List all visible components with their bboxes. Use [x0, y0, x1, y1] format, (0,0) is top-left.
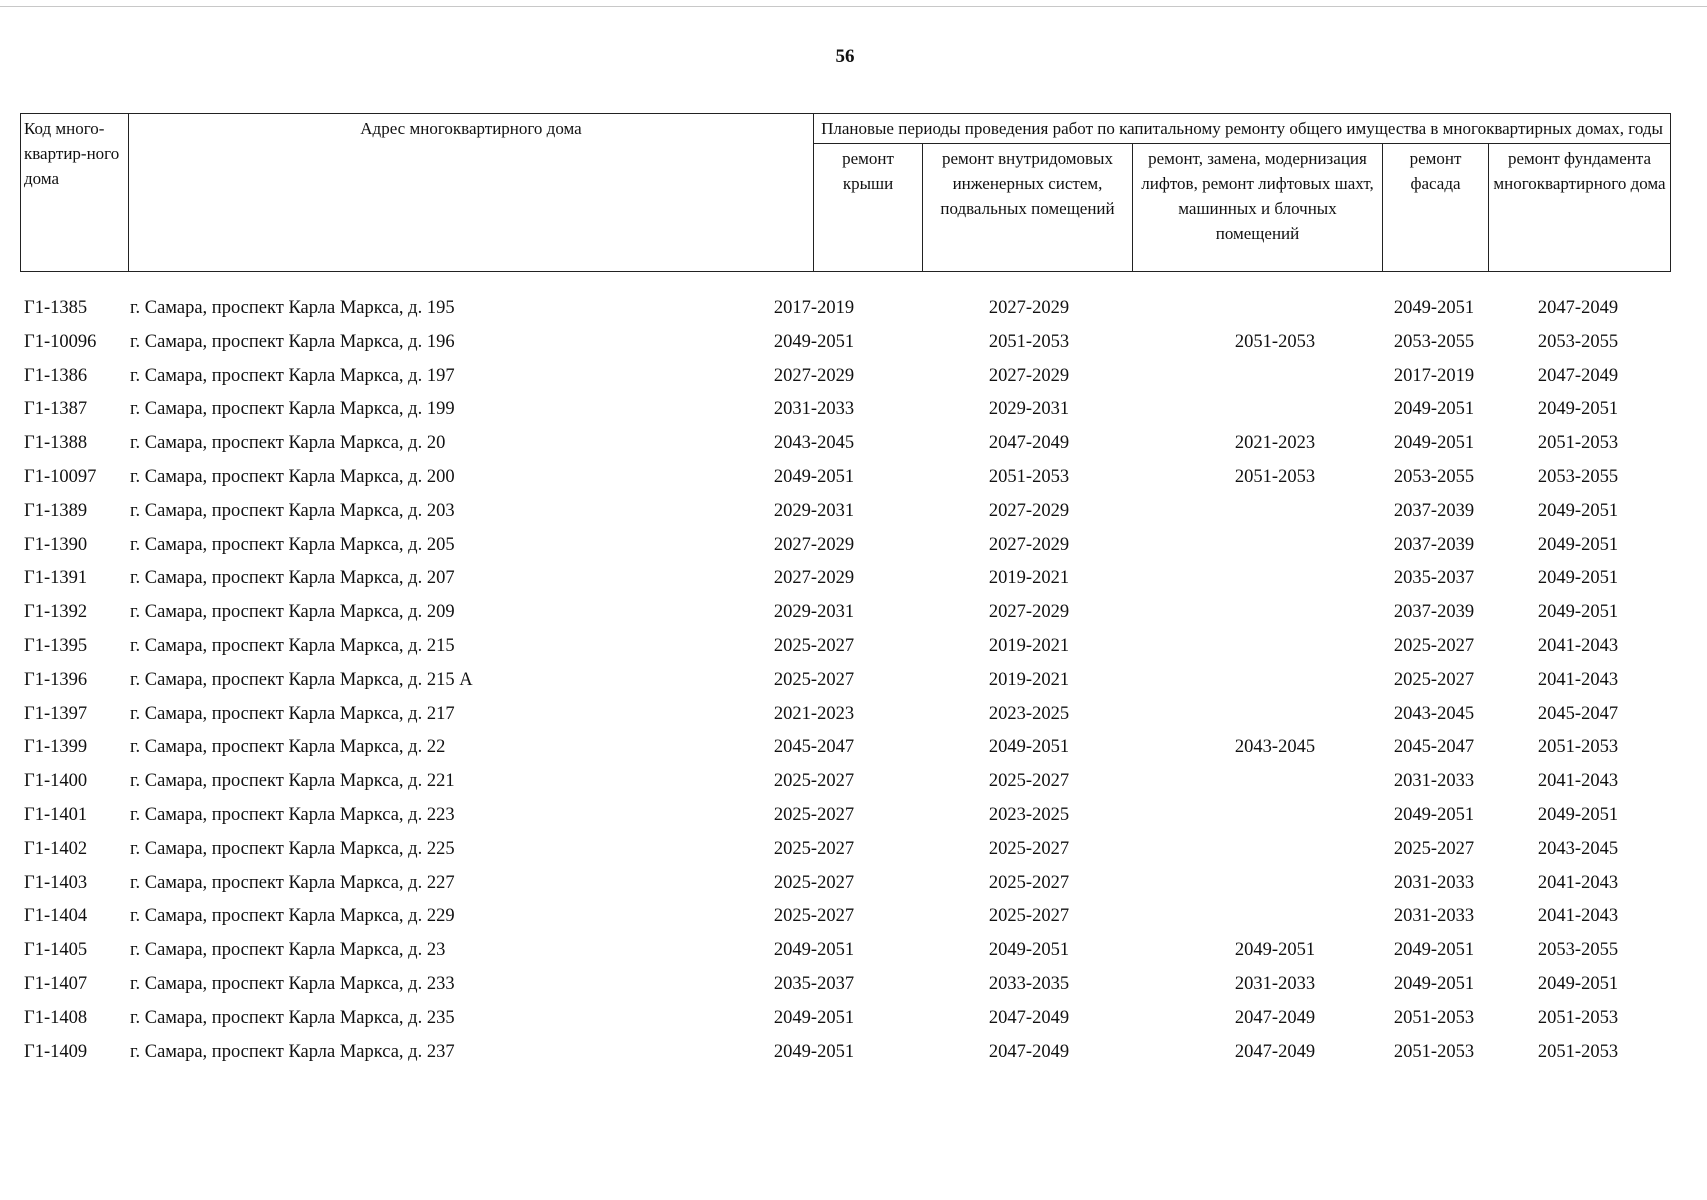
cell-engineering-text: 2049-2051: [988, 737, 1070, 758]
header-elevators: ремонт, замена, модернизация лифтов, ремонт лифтовых шахт, машинных и блочных помещений: [1133, 144, 1383, 272]
cell-code: Г1-1385: [24, 298, 88, 318]
cell-foundation-text: 2041-2043: [1537, 872, 1619, 893]
cell-code: Г1-1386: [24, 365, 88, 386]
cell-code: Г1-1395: [24, 635, 88, 656]
cell-engineering-text: 2027-2029: [988, 365, 1070, 386]
cell-address: г. Самара, проспект Карла Маркса, д. 237: [130, 1041, 455, 1062]
cell-facade-text: 2051-2053: [1393, 1041, 1475, 1062]
cell-engineering-text: 2023-2025: [988, 703, 1070, 724]
cell-engineering-text: 2019-2021: [988, 568, 1070, 589]
cell-facade-text: 2053-2055: [1393, 331, 1475, 352]
cell-code: Г1-1392: [24, 602, 88, 623]
cell-roof-text: 2027-2029: [773, 568, 855, 589]
cell-roof-text: 2049-2051: [773, 1041, 855, 1062]
table-row: [20, 735, 1670, 769]
cell-foundation-text: 2041-2043: [1537, 669, 1619, 690]
cell-roof-text: 2049-2051: [773, 466, 855, 487]
table-row: [20, 769, 1670, 803]
cell-roof-text: 2029-2031: [773, 500, 855, 521]
cell-engineering-text: 2033-2035: [988, 973, 1070, 994]
cell-engineering-text: 2029-2031: [988, 399, 1070, 420]
cell-address: г. Самара, проспект Карла Маркса, д. 199: [130, 399, 455, 420]
cell-engineering-text: 2027-2029: [988, 534, 1070, 555]
table-row: [20, 431, 1670, 465]
cell-foundation-text: 2051-2053: [1537, 1041, 1619, 1062]
cell-address: г. Самара, проспект Карла Маркса, д. 20: [130, 433, 446, 454]
cell-roof-text: 2025-2027: [773, 906, 855, 927]
cell-roof-text: 2043-2045: [773, 433, 855, 454]
cell-roof-text: 2049-2051: [773, 331, 855, 352]
cell-roof-text: 2025-2027: [773, 804, 855, 825]
cell-foundation-text: 2041-2043: [1537, 635, 1619, 656]
cell-address: г. Самара, проспект Карла Маркса, д. 217: [130, 703, 455, 724]
cell-address: г. Самара, проспект Карла Маркса, д. 223: [130, 804, 455, 825]
table-header: [20, 113, 1671, 272]
cell-facade-text: 2053-2055: [1393, 466, 1475, 487]
cell-engineering-text: 2027-2029: [988, 602, 1070, 623]
cell-facade-text: 2035-2037: [1393, 568, 1475, 589]
cell-address: г. Самара, проспект Карла Маркса, д. 23: [130, 940, 446, 961]
table-row: [20, 600, 1670, 634]
cell-code: Г1-1399: [24, 737, 88, 758]
cell-elevators-text: 2051-2053: [1234, 466, 1316, 487]
cell-roof-text: 2017-2019: [773, 298, 855, 318]
cell-code: Г1-1409: [24, 1041, 88, 1062]
cell-roof-text: 2045-2047: [773, 737, 855, 758]
cell-engineering-text: 2025-2027: [988, 872, 1070, 893]
cell-code: Г1-1405: [24, 940, 88, 961]
cell-address: г. Самара, проспект Карла Маркса, д. 197: [130, 365, 455, 386]
cell-roof-text: 2029-2031: [773, 602, 855, 623]
cell-roof-text: 2035-2037: [773, 973, 855, 994]
cell-code: Г1-1397: [24, 703, 88, 724]
table-body: [20, 296, 1670, 1073]
cell-engineering-text: 2027-2029: [988, 500, 1070, 521]
cell-code: Г1-10096: [24, 331, 97, 352]
cell-code: Г1-1388: [24, 433, 88, 454]
cell-facade-text: 2045-2047: [1393, 737, 1475, 758]
cell-engineering-text: 2047-2049: [988, 1007, 1070, 1028]
cell-engineering-text: 2023-2025: [988, 804, 1070, 825]
cell-foundation-text: 2049-2051: [1537, 602, 1619, 623]
cell-address: г. Самара, проспект Карла Маркса, д. 209: [130, 602, 455, 623]
cell-roof-text: 2025-2027: [773, 872, 855, 893]
cell-address: г. Самара, проспект Карла Маркса, д. 207: [130, 568, 455, 589]
cell-facade-text: 2049-2051: [1393, 433, 1475, 454]
table-row: [20, 904, 1670, 938]
cell-facade-text: 2049-2051: [1393, 973, 1475, 994]
table-row: [20, 566, 1670, 600]
page-number: 56: [835, 46, 855, 67]
cell-address: г. Самара, проспект Карла Маркса, д. 200: [130, 466, 455, 487]
cell-code: Г1-1390: [24, 534, 88, 555]
table-row: [20, 296, 1670, 330]
cell-foundation-text: 2049-2051: [1537, 500, 1619, 521]
cell-code: Г1-1404: [24, 906, 88, 927]
cell-code: Г1-1408: [24, 1007, 88, 1028]
cell-facade-text: 2049-2051: [1393, 399, 1475, 420]
cell-foundation-text: 2049-2051: [1537, 399, 1619, 420]
cell-facade-text: 2037-2039: [1393, 602, 1475, 623]
cell-code: Г1-1391: [24, 568, 88, 589]
cell-elevators-text: 2047-2049: [1234, 1041, 1316, 1062]
cell-engineering-text: 2027-2029: [988, 298, 1070, 318]
cell-address: г. Самара, проспект Карла Маркса, д. 195: [130, 298, 455, 318]
cell-elevators-text: 2043-2045: [1234, 737, 1316, 758]
cell-code: Г1-1387: [24, 399, 88, 420]
cell-code: Г1-1389: [24, 500, 88, 521]
cell-address: г. Самара, проспект Карла Маркса, д. 203: [130, 500, 455, 521]
cell-facade-text: 2043-2045: [1393, 703, 1475, 724]
cell-facade-text: 2025-2027: [1393, 838, 1475, 859]
cell-facade-text: 2037-2039: [1393, 500, 1475, 521]
cell-roof-text: 2025-2027: [773, 669, 855, 690]
cell-code: Г1-1403: [24, 872, 88, 893]
cell-roof-text: 2025-2027: [773, 771, 855, 792]
cell-engineering-text: 2051-2053: [988, 466, 1070, 487]
table-row: [20, 1006, 1670, 1040]
cell-roof-text: 2027-2029: [773, 365, 855, 386]
cell-elevators-text: 2049-2051: [1234, 940, 1316, 961]
table-row: [20, 972, 1670, 1006]
cell-foundation-text: 2043-2045: [1537, 838, 1619, 859]
cell-roof-text: 2027-2029: [773, 534, 855, 555]
cell-roof-text: 2025-2027: [773, 838, 855, 859]
cell-roof-text: 2049-2051: [773, 1007, 855, 1028]
cell-roof-text: 2025-2027: [773, 635, 855, 656]
cell-code: Г1-1400: [24, 771, 88, 792]
cell-facade-text: 2017-2019: [1393, 365, 1475, 386]
cell-address: г. Самара, проспект Карла Маркса, д. 225: [130, 838, 455, 859]
cell-facade-text: 2031-2033: [1393, 906, 1475, 927]
table-row: [20, 397, 1670, 431]
cell-facade-text: 2025-2027: [1393, 669, 1475, 690]
cell-facade-text: 2025-2027: [1393, 635, 1475, 656]
cell-facade-text: 2037-2039: [1393, 534, 1475, 555]
cell-engineering-text: 2047-2049: [988, 1041, 1070, 1062]
cell-engineering-text: 2025-2027: [988, 771, 1070, 792]
table-row: [20, 938, 1670, 972]
table-row: [20, 1040, 1670, 1074]
cell-code: Г1-1401: [24, 804, 88, 825]
cell-code: Г1-1402: [24, 838, 88, 859]
cell-foundation-text: 2047-2049: [1537, 365, 1619, 386]
cell-engineering-text: 2019-2021: [988, 669, 1070, 690]
cell-elevators-text: 2021-2023: [1234, 433, 1316, 454]
cell-foundation-text: 2051-2053: [1537, 737, 1619, 758]
cell-foundation-text: 2045-2047: [1537, 703, 1619, 724]
cell-foundation-text: 2049-2051: [1537, 973, 1619, 994]
cell-engineering-text: 2025-2027: [988, 906, 1070, 927]
table-row: [20, 803, 1670, 837]
cell-elevators-text: 2047-2049: [1234, 1007, 1316, 1028]
cell-engineering-text: 2047-2049: [988, 433, 1070, 454]
table-row: [20, 871, 1670, 905]
table-row: [20, 330, 1670, 364]
cell-facade-text: 2049-2051: [1393, 298, 1475, 318]
header-periods-group: Плановые периоды проведения работ по капитальному ремонту общего имущества в многоквартирных домах, годы: [814, 114, 1671, 144]
cell-foundation-text: 2047-2049: [1537, 298, 1619, 318]
cell-foundation-text: 2041-2043: [1537, 771, 1619, 792]
cell-facade-text: 2031-2033: [1393, 771, 1475, 792]
cell-address: г. Самара, проспект Карла Маркса, д. 196: [130, 331, 455, 352]
cell-facade-text: 2051-2053: [1393, 1007, 1475, 1028]
cell-address: г. Самара, проспект Карла Маркса, д. 227: [130, 872, 455, 893]
cell-elevators-text: 2051-2053: [1234, 331, 1316, 352]
cell-address: г. Самара, проспект Карла Маркса, д. 215 А: [130, 669, 473, 690]
cell-code: Г1-1407: [24, 973, 88, 994]
cell-foundation-text: 2053-2055: [1537, 331, 1619, 352]
cell-code: Г1-10097: [24, 466, 97, 487]
cell-address: г. Самара, проспект Карла Маркса, д. 215: [130, 635, 455, 656]
cell-address: г. Самара, проспект Карла Маркса, д. 229: [130, 906, 455, 927]
header-foundation: ремонт фундамента многоквартирного дома: [1489, 144, 1671, 272]
cell-engineering-text: 2019-2021: [988, 635, 1070, 656]
table-row: [20, 702, 1670, 736]
table-row: [20, 533, 1670, 567]
cell-foundation-text: 2053-2055: [1537, 466, 1619, 487]
cell-address: г. Самара, проспект Карла Маркса, д. 22: [130, 737, 446, 758]
table-row: [20, 364, 1670, 398]
cell-roof-text: 2031-2033: [773, 399, 855, 420]
table-row: [20, 465, 1670, 499]
table-row: [20, 837, 1670, 871]
table-row: [20, 499, 1670, 533]
cell-code: Г1-1396: [24, 669, 88, 690]
cell-engineering-text: 2025-2027: [988, 838, 1070, 859]
cell-facade-text: 2049-2051: [1393, 940, 1475, 961]
cell-foundation-text: 2049-2051: [1537, 534, 1619, 555]
cell-engineering-text: 2049-2051: [988, 940, 1070, 961]
cell-roof-text: 2021-2023: [773, 703, 855, 724]
cell-facade-text: 2049-2051: [1393, 804, 1475, 825]
cell-foundation-text: 2049-2051: [1537, 804, 1619, 825]
cell-address: г. Самара, проспект Карла Маркса, д. 221: [130, 771, 455, 792]
header-facade: ремонт фасада: [1383, 144, 1489, 272]
scan-edge-line: [0, 6, 1707, 7]
cell-foundation-text: 2051-2053: [1537, 433, 1619, 454]
header-code: Код много-квартир-ного дома: [21, 114, 129, 272]
header-engineering: ремонт внутридомовых инженерных систем, подвальных помещений: [923, 144, 1133, 272]
cell-address: г. Самара, проспект Карла Маркса, д. 233: [130, 973, 455, 994]
cell-elevators-text: 2031-2033: [1234, 973, 1316, 994]
cell-foundation-text: 2041-2043: [1537, 906, 1619, 927]
cell-facade-text: 2031-2033: [1393, 872, 1475, 893]
cell-address: г. Самара, проспект Карла Маркса, д. 205: [130, 534, 455, 555]
cell-engineering-text: 2051-2053: [988, 331, 1070, 352]
cell-roof-text: 2049-2051: [773, 940, 855, 961]
table-row: [20, 634, 1670, 668]
header-roof: ремонт крыши: [814, 144, 923, 272]
header-address: Адрес многоквартирного дома: [129, 114, 814, 272]
cell-foundation-text: 2053-2055: [1537, 940, 1619, 961]
cell-foundation-text: 2049-2051: [1537, 568, 1619, 589]
cell-foundation-text: 2051-2053: [1537, 1007, 1619, 1028]
table-row: [20, 668, 1670, 702]
cell-address: г. Самара, проспект Карла Маркса, д. 235: [130, 1007, 455, 1028]
